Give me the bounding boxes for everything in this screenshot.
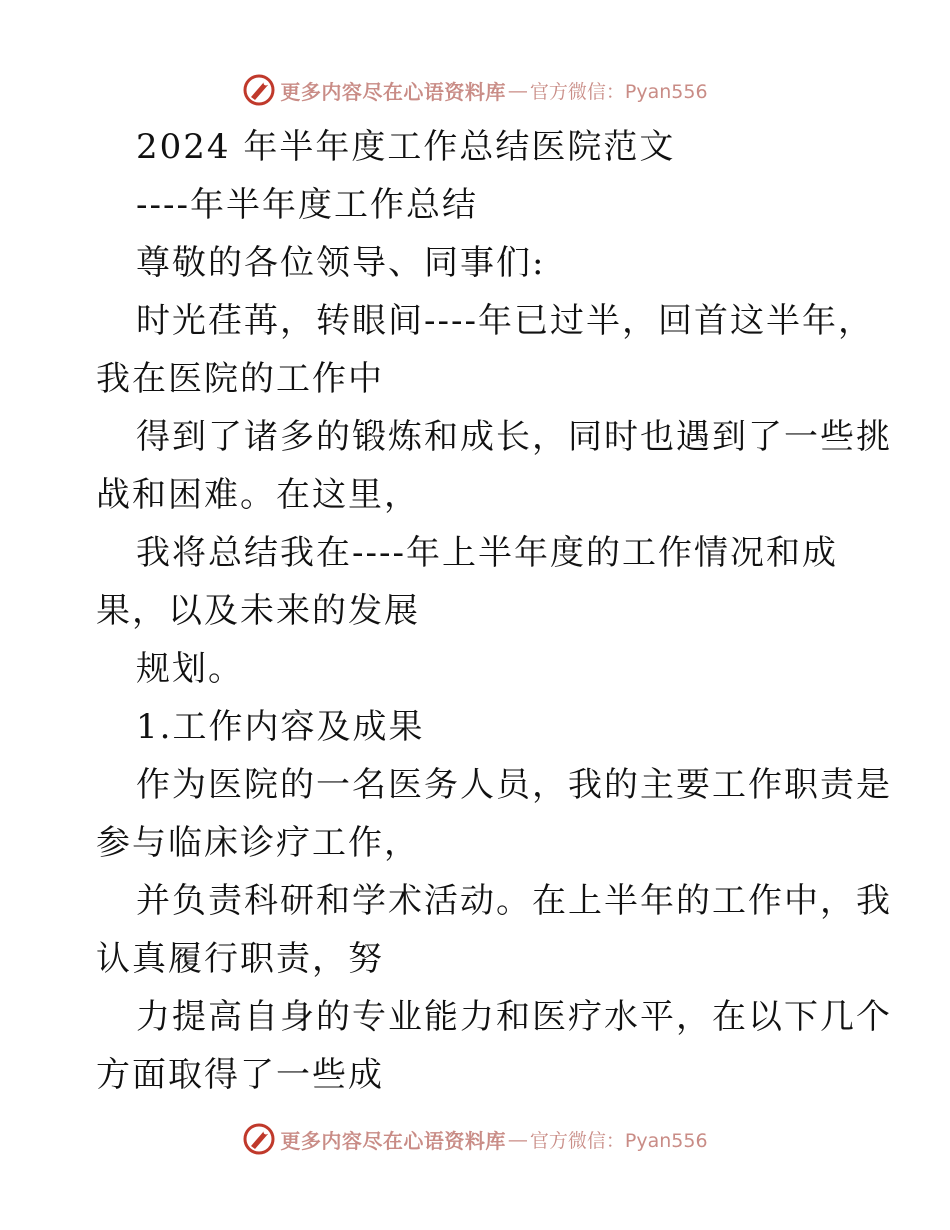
paragraph-line: 规划。 <box>136 649 244 689</box>
section-heading: 1.工作内容及成果 <box>136 707 425 747</box>
paragraph-line: 我将总结我在----年上半年度的工作情况和成 <box>136 533 838 573</box>
logo-icon <box>242 1122 276 1156</box>
paragraph-line: 得到了诸多的锻炼和成长，同时也遇到了一些挑 <box>136 417 892 457</box>
paragraph-line: 作为医院的一名医务人员，我的主要工作职责是 <box>136 765 892 805</box>
banner-wechat-text: 官方微信：Pyan556 <box>529 1129 708 1152</box>
document-body <box>96 118 892 1104</box>
document-title: 2024 年半年度工作总结医院范文 <box>136 127 676 167</box>
paragraph-line: 认真履行职责，努 <box>96 939 384 979</box>
paragraph-line: 并负责科研和学术活动。在上半年的工作中，我 <box>136 881 892 921</box>
paragraph-line: 战和困难。在这里， <box>96 475 420 515</box>
header-banner <box>0 70 950 110</box>
banner-wechat-text: 官方微信：Pyan556 <box>529 80 708 103</box>
paragraph-line: 方面取得了一些成 <box>96 1055 384 1095</box>
banner-site-text: 更多内容尽在心语资料库 <box>280 79 506 104</box>
paragraph-line: 参与临床诊疗工作， <box>96 823 420 863</box>
logo-icon <box>242 73 276 107</box>
banner-site-text: 更多内容尽在心语资料库 <box>280 1128 506 1153</box>
paragraph-line: 我在医院的工作中 <box>96 359 384 399</box>
footer-banner <box>0 1119 950 1159</box>
paragraph-line: 时光荏苒，转眼间----年已过半，回首这半年， <box>136 301 874 341</box>
salutation: 尊敬的各位领导、同事们: <box>136 243 546 283</box>
paragraph-line: 力提高自身的专业能力和医疗水平，在以下几个 <box>136 997 892 1037</box>
banner-separator: — <box>507 1127 528 1151</box>
document-subtitle: ----年半年度工作总结 <box>136 185 478 225</box>
paragraph-line: 果，以及未来的发展 <box>96 591 420 631</box>
banner-separator: — <box>507 78 528 102</box>
